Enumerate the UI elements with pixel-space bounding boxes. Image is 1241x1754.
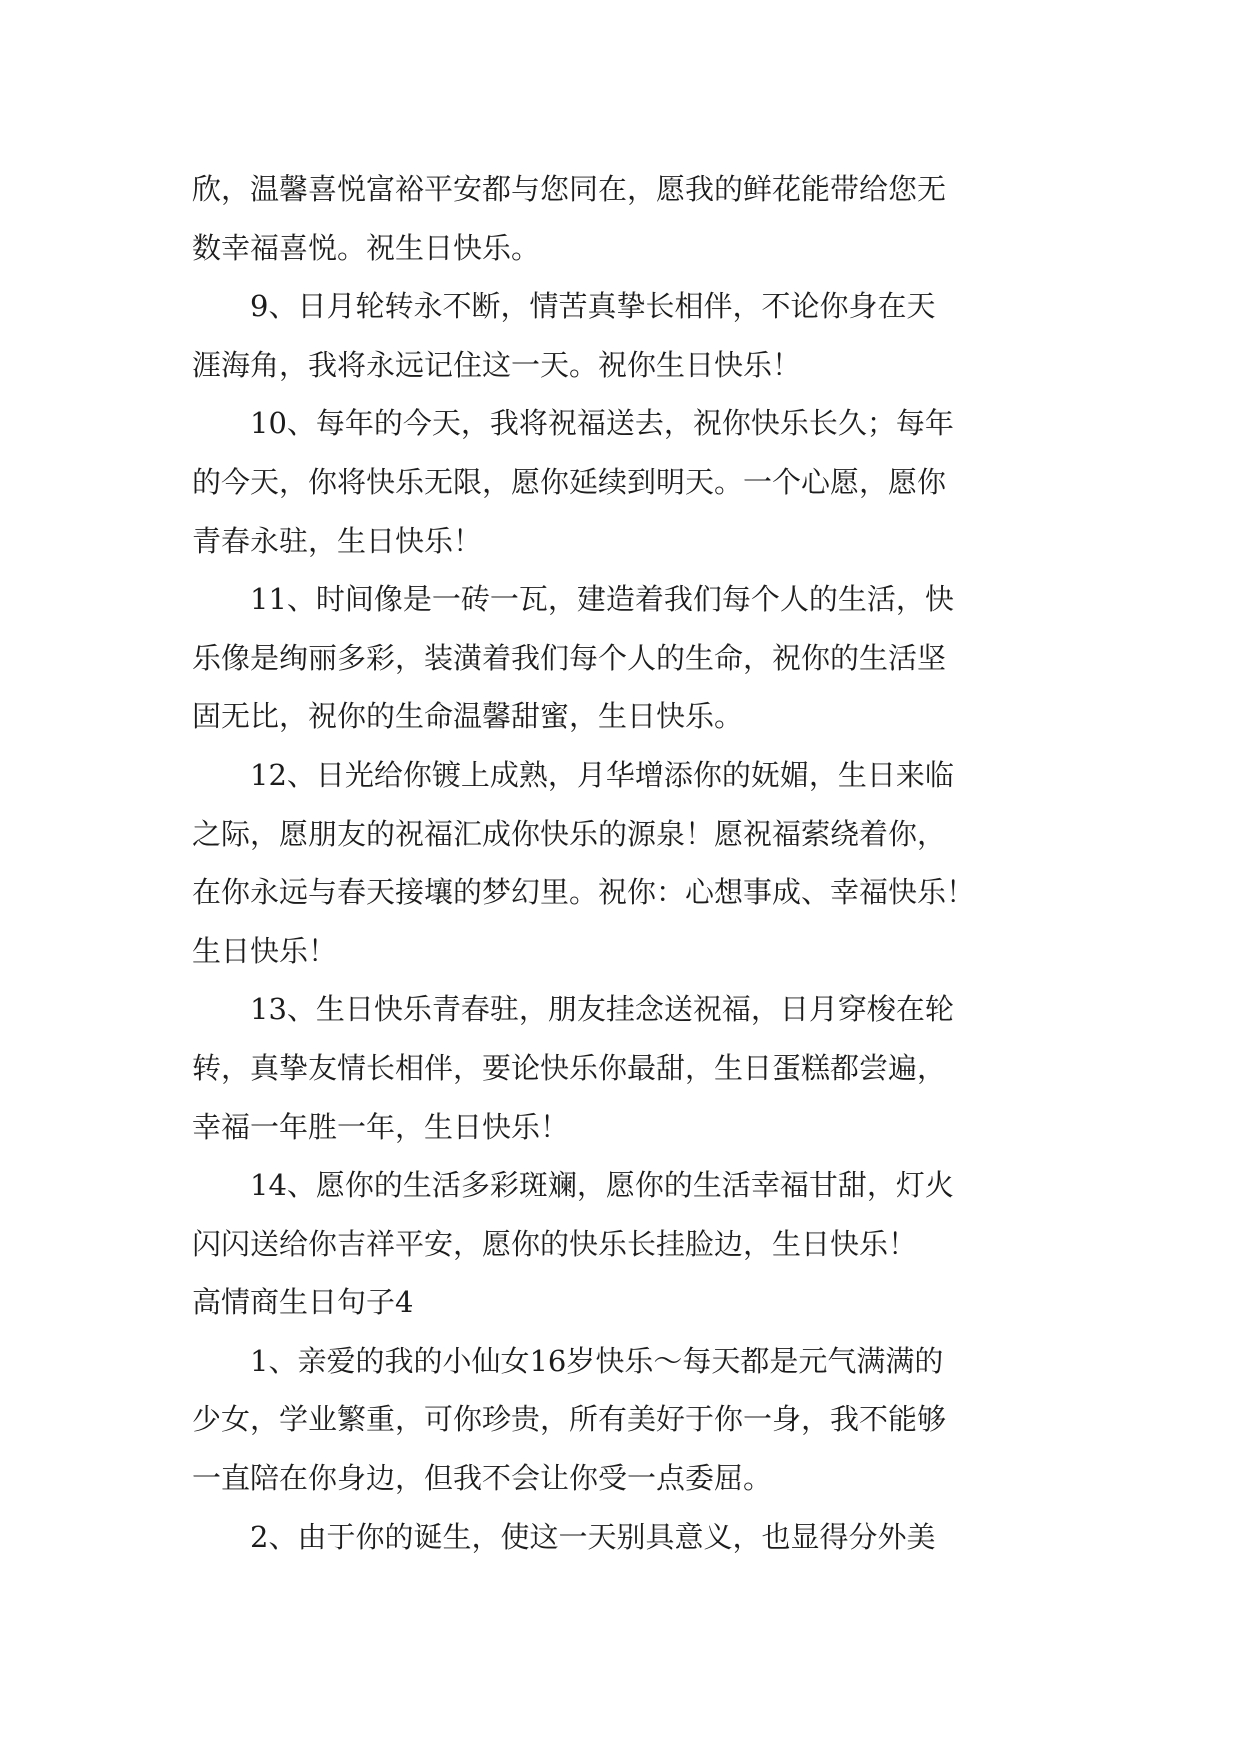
paragraph-item-9 <box>192 277 1048 394</box>
text-line: 1、亲爱的我的小仙女16岁快乐～每天都是元气满满的 <box>250 1343 944 1378</box>
text-line: 幸福一年胜一年，生日快乐！ <box>192 1109 570 1144</box>
text-line: 2、由于你的诞生，使这一天别具意义，也显得分外美 <box>250 1519 936 1554</box>
paragraph-item-12 <box>192 746 1048 980</box>
text-line: 13、生日快乐青春驻，朋友挂念送祝福，日月穿梭在轮 <box>250 992 954 1027</box>
text-line: 11、时间像是一砖一瓦，建造着我们每个人的生活，快 <box>250 582 954 617</box>
paragraph-item-10 <box>192 394 1048 570</box>
text-line: 数幸福喜悦。祝生日快乐。 <box>192 230 541 265</box>
text-line: 青春永驻，生日快乐！ <box>192 523 483 558</box>
text-line: 涯海角，我将永远记住这一天。祝你生日快乐！ <box>192 347 802 382</box>
text-line: 14、愿你的生活多彩斑斓，愿你的生活幸福甘甜，灯火 <box>250 1168 954 1203</box>
document-body <box>192 160 1048 1566</box>
text-line: 生日快乐！ <box>192 933 338 968</box>
paragraph-item-14 <box>192 1156 1048 1273</box>
section-heading <box>192 1273 1048 1332</box>
text-line: 闪闪送给你吉祥平安，愿你的快乐长挂脸边，生日快乐！ <box>192 1226 918 1261</box>
text-line: 在你永远与春天接壤的梦幻里。祝你：心想事成、幸福快乐！ <box>192 875 976 910</box>
text-line: 欣，温馨喜悦富裕平安都与您同在，愿我的鲜花能带给您无 <box>192 172 947 206</box>
text-line: 9、日月轮转永不断，情苦真挚长相伴，不论你身在天 <box>250 289 936 324</box>
text-line: 12、日光给你镀上成熟，月华增添你的妩媚，生日来临 <box>250 757 954 792</box>
paragraph-continued-wish <box>192 160 1048 277</box>
text-line: 少女，学业繁重，可你珍贵，所有美好于你一身，我不能够 <box>192 1402 947 1437</box>
section-heading-text: 高情商生日句子4 <box>192 1285 414 1320</box>
text-line: 的今天，你将快乐无限，愿你延续到明天。一个心愿，愿你 <box>192 464 947 499</box>
text-line: 固无比，祝你的生命温馨甜蜜，生日快乐。 <box>192 699 744 734</box>
text-line: 之际，愿朋友的祝福汇成你快乐的源泉！愿祝福萦绕着你， <box>192 816 947 851</box>
paragraph-item-1 <box>192 1332 1048 1508</box>
text-line: 10、每年的今天，我将祝福送去，祝你快乐长久；每年 <box>250 406 954 441</box>
text-line: 一直陪在你身边，但我不会让你受一点委屈。 <box>192 1461 773 1496</box>
text-line: 转，真挚友情长相伴，要论快乐你最甜，生日蛋糕都尝遍， <box>192 1050 947 1085</box>
paragraph-item-2 <box>192 1508 1048 1567</box>
text-line: 乐像是绚丽多彩，装潢着我们每个人的生命，祝你的生活坚 <box>192 640 947 675</box>
paragraph-item-13 <box>192 980 1048 1156</box>
paragraph-item-11 <box>192 570 1048 746</box>
